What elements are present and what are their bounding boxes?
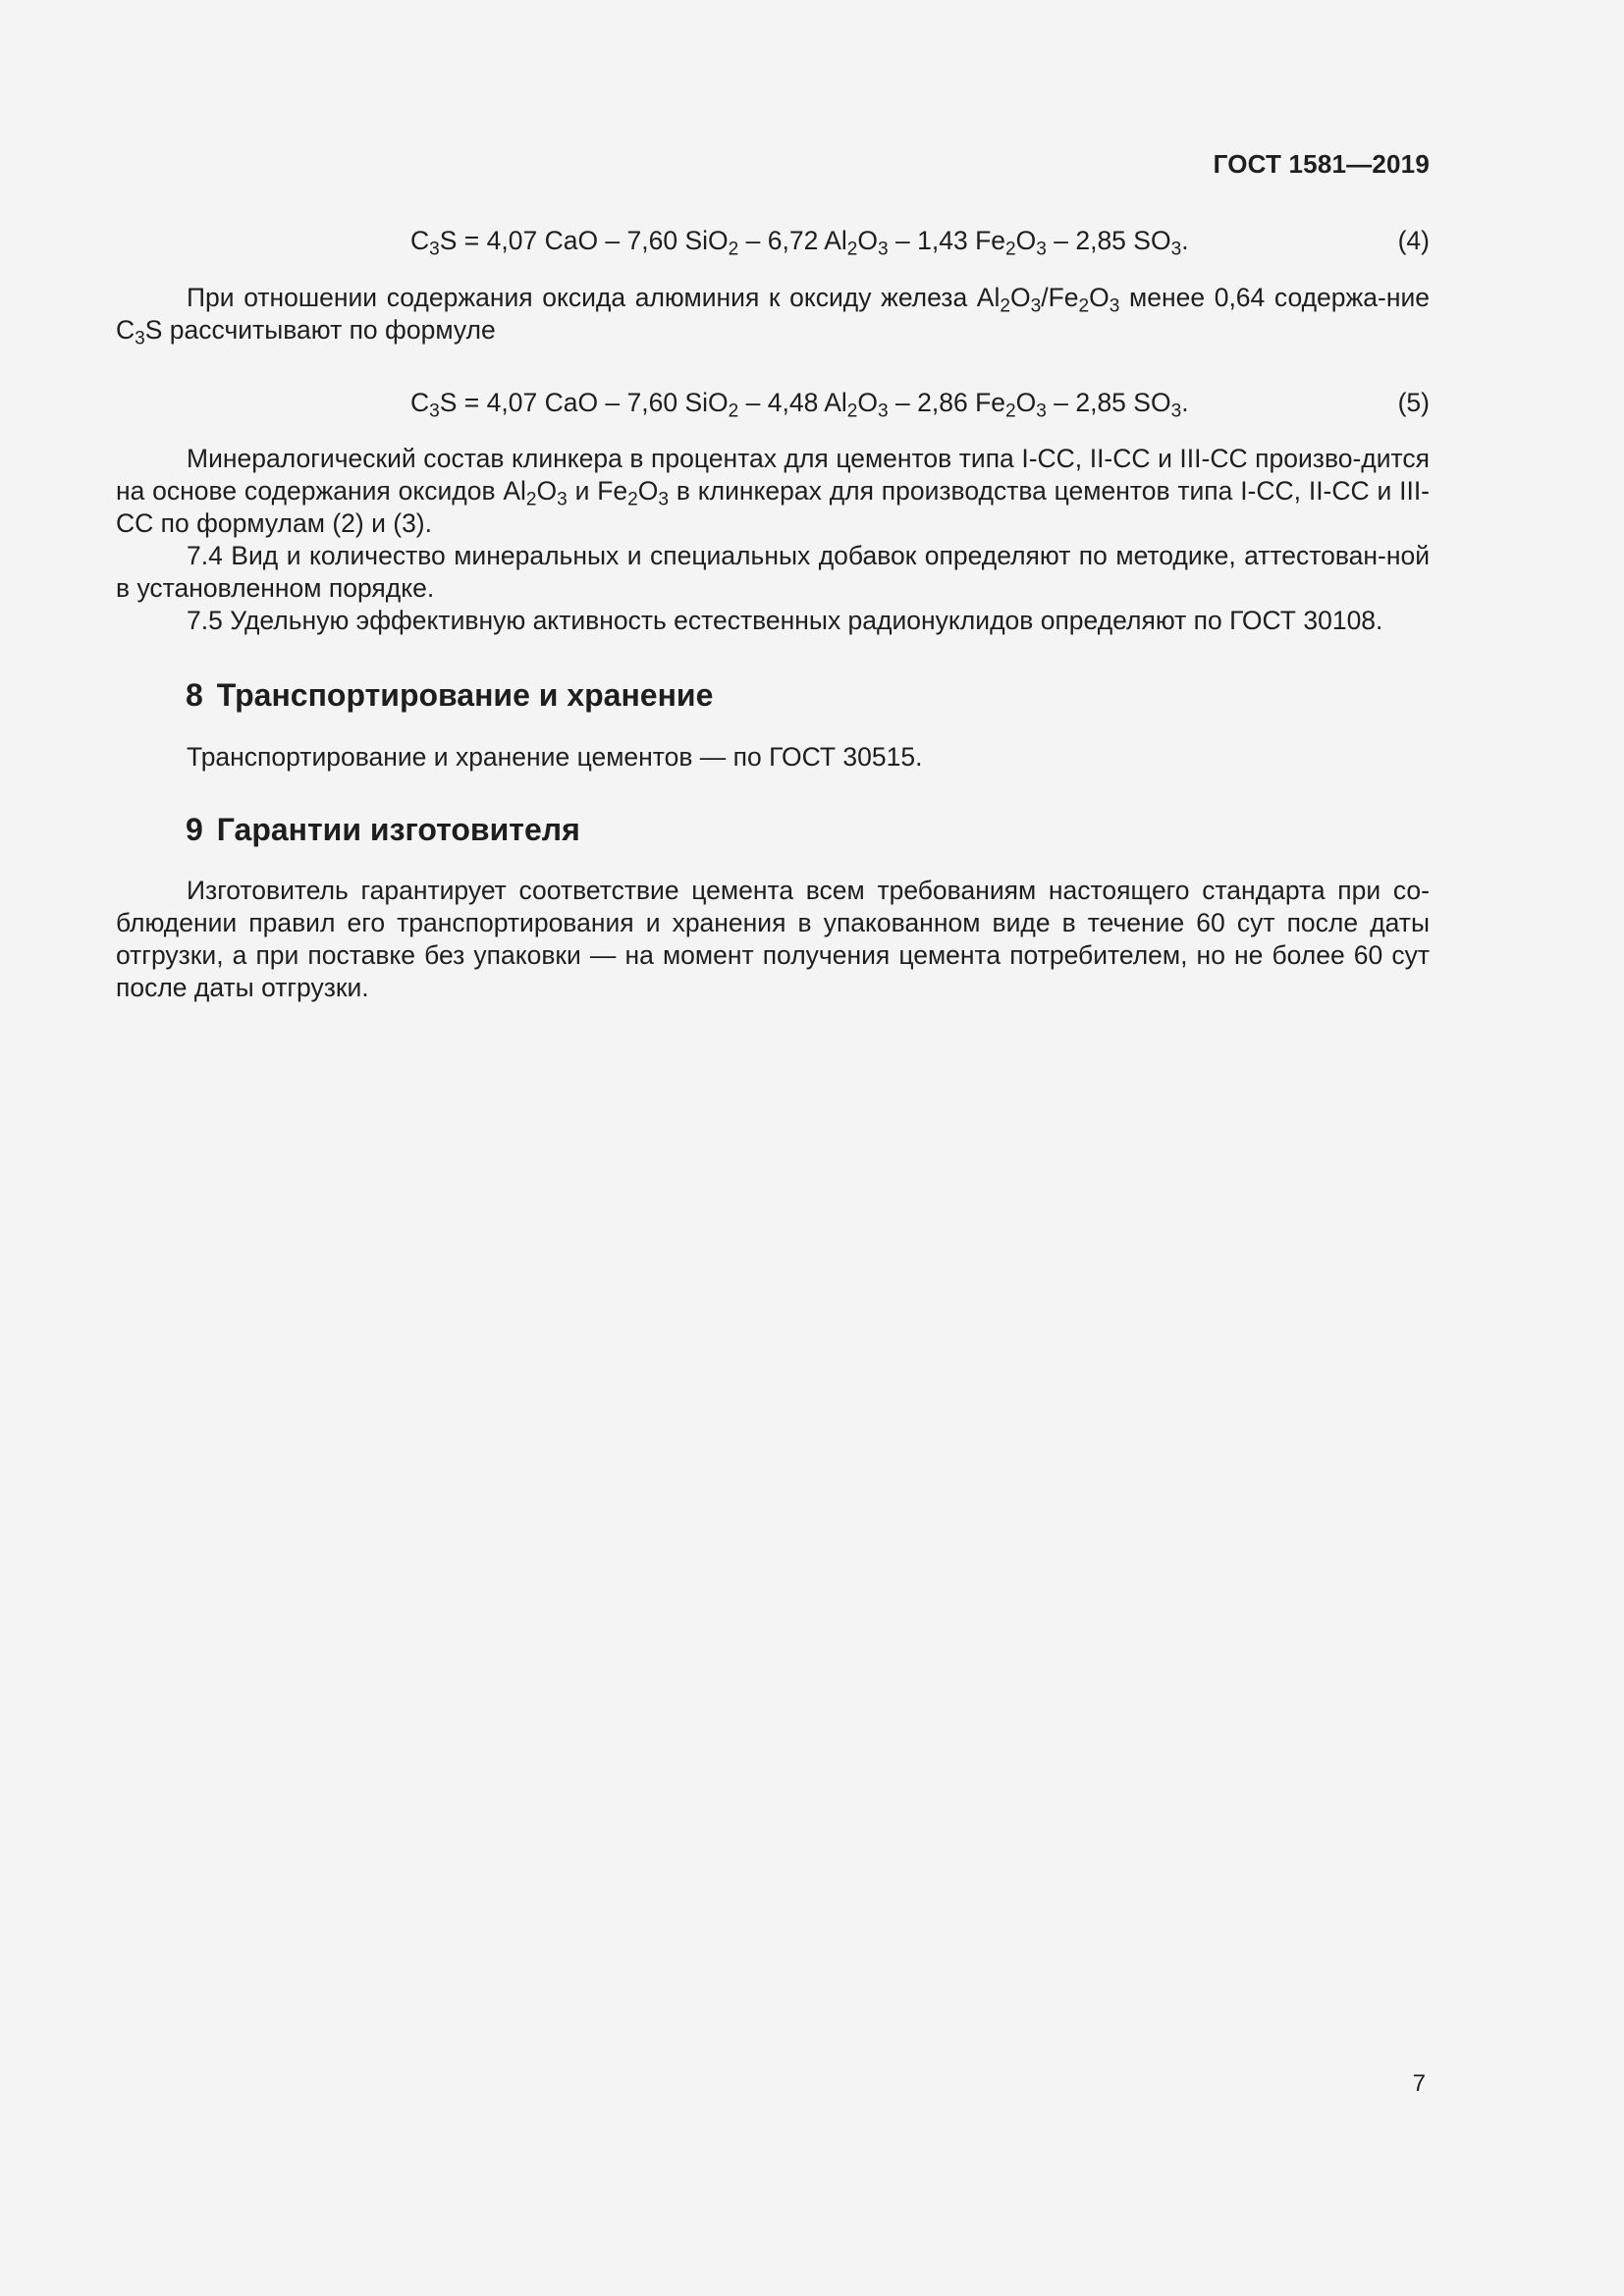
paragraph-ratio: При отношении содержания оксида алюминия к оксиду железа $Al_2O_3/Fe_2O_3$ менее 0,64 содержа-ние $C_3S$ рассчитывают по формуле xyxy=(116,283,1430,349)
section-8-heading: 8 Транспортирование и хранение xyxy=(186,677,714,713)
formula-4: $C_3S = 4,07$ CaO – 7,60 SiO$_2$ – 6,72 $Al_2O_3 - 1,43$ $Fe_2O_3 - 2,85$ $SO_3$. (4) xyxy=(410,226,1430,260)
document-id-header: ГОСТ 1581—2019 xyxy=(1213,149,1430,179)
clause-7-5: 7.5 Удельную эффективную активность естественных радионуклидов определяют по ГОСТ 30108. xyxy=(187,606,1383,635)
formula-5: $C_3S = 4,07$ CaO – 7,60 SiO$_2$ – 4,48 $Al_2O_3 - 2,86$ $Fe_2O_3 - 2,85$ $SO_3$. (5) xyxy=(410,388,1430,422)
section-8-body: Транспортирование и хранение цементов — по ГОСТ 30515. xyxy=(187,742,923,772)
paragraph-mineral-composition: Минералогический состав клинкера в процентах для цементов типа I-CC, II-CC и III-CC произво-дится на основе содержания оксидов $Al_2O_3$ и $Fe_2O_3$ в клинкерах для производства цементов типа I-CC, II-CC и III-CC по формулам (2) и (3). 7.4 Вид и количество минеральных и специальных добавок определяют по методике, аттестован-ной в установленном порядке. 7.5 Удельную эффективную активность естественных радионуклидов определяют по ГОСТ 30108. xyxy=(116,444,1430,635)
page-number: 7 xyxy=(1412,2070,1426,2097)
equation-number: (4) xyxy=(1397,226,1430,255)
clause-7-4: 7.4 Вид и количество минеральных и специальных добавок определяют по методике, аттестован-ной в установленном порядке. xyxy=(116,541,1430,603)
equation-number: (5) xyxy=(1397,388,1430,417)
section-9-body: Изготовитель гарантирует соответствие цемента всем требованиям настоящего стандарта при со-блюдении правил его транспортирования и хранения в упакованном виде в течение 60 сут после даты отгрузки, а при поставке без упаковки — на момент получения цемента потребителем, но не более 60 сут после даты отгрузки. xyxy=(116,876,1430,1002)
section-9-heading: 9 Гарантии изготовителя xyxy=(186,812,580,847)
